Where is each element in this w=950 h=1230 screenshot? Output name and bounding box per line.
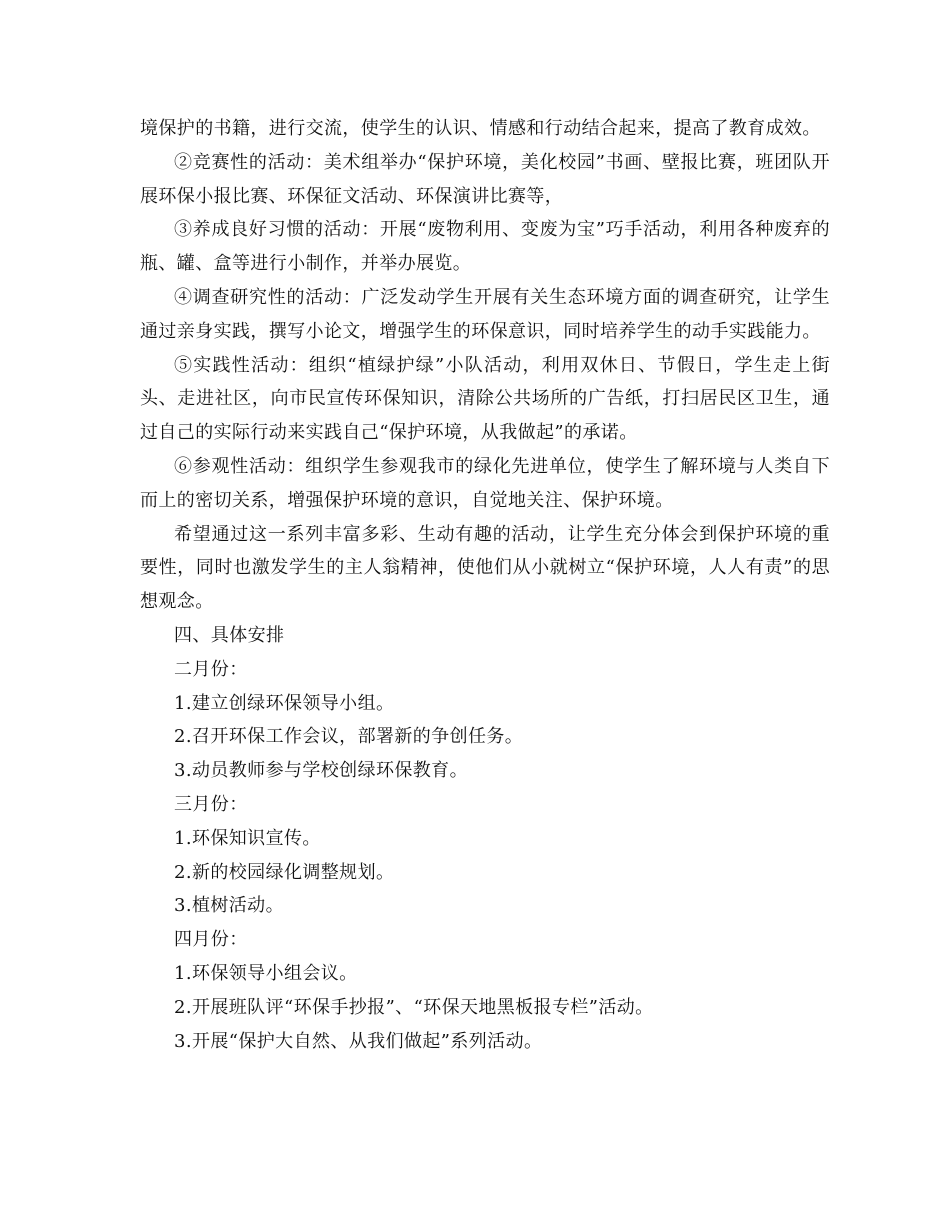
list-item: 1.建立创绿环保领导小组。 <box>174 692 395 714</box>
list-item: 1.环保知识宣传。 <box>174 827 321 849</box>
list-item: 1.环保领导小组会议。 <box>174 962 358 984</box>
list-item: 2.新的校园绿化调整规划。 <box>174 861 395 883</box>
paragraph-habit-activities: ③养成良好习惯的活动：开展“废物利用、变废为宝”巧手活动，利用各种废弃的瓶、罐、盒等进行小制作，并举办展览。 <box>140 219 830 275</box>
paragraph-visit-activities: ⑥参观性活动：组织学生参观我市的绿化先进单位，使学生了解环境与人类自下而上的密切关系，增强保护环境的意识，自觉地关注、保护环境。 <box>140 455 830 511</box>
month-label-march: 三月份： <box>174 793 248 815</box>
list-item: 2.开展班队评“环保手抄报”、“环保天地黑板报专栏”活动。 <box>174 996 654 1018</box>
document-body <box>140 112 830 1058</box>
month-label-february: 二月份： <box>174 658 248 680</box>
list-item: 2.召开环保工作会议，部署新的争创任务。 <box>174 726 524 748</box>
paragraph-summary: 希望通过这一系列丰富多彩、生动有趣的活动，让学生充分体会到保护环境的重要性，同时也激发学生的主人翁精神，使他们从小就树立“保护环境，人人有责”的思想观念。 <box>140 523 830 613</box>
paragraph-continuation: 境保护的书籍，进行交流，使学生的认识、情感和行动结合起来，提高了教育成效。 <box>140 118 821 139</box>
list-item: 3.开展“保护大自然、从我们做起”系列活动。 <box>174 1030 543 1052</box>
paragraph-competition-activities: ②竞赛性的活动：美术组举办“保护环境，美化校园”书画、壁报比赛，班团队开展环保小报比赛、环保征文活动、环保演讲比赛等， <box>140 151 830 207</box>
list-item: 3.动员教师参与学校创绿环保教育。 <box>174 760 468 782</box>
section-heading-schedule: 四、具体安排 <box>174 624 285 646</box>
month-label-april: 四月份： <box>174 929 248 951</box>
list-item: 3.植树活动。 <box>174 895 284 917</box>
paragraph-practice-activities: ⑤实践性活动：组织“植绿护绿”小队活动，利用双休日、节假日，学生走上街头、走进社区，向市民宣传环保知识，清除公共场所的广告纸，打扫居民区卫生，通过自己的实际行动来实践自己“保护环境，从我做起”的承诺。 <box>140 354 830 444</box>
paragraph-research-activities: ④调查研究性的活动：广泛发动学生开展有关生态环境方面的调查研究，让学生通过亲身实践，撰写小论文，增强学生的环保意识，同时培养学生的动手实践能力。 <box>140 286 830 342</box>
